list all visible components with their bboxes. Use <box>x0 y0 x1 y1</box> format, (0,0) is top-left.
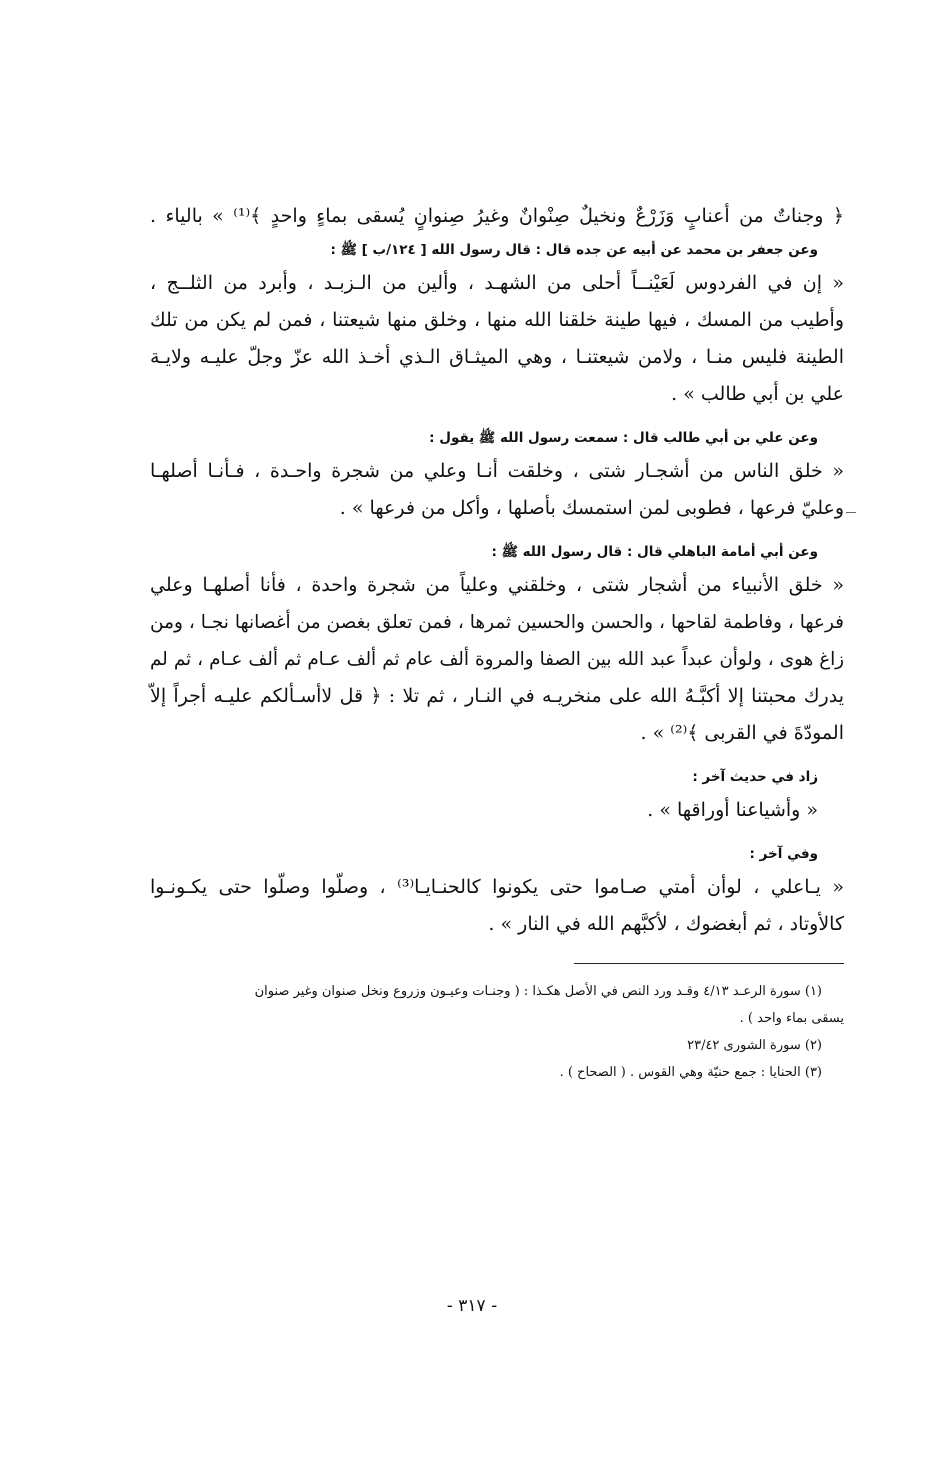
hadith-1-line-2: وأطيب من المسك ، فيها طينة خلقنا الله منها ، وخلق منها شيعتنا ، فمن لم يكن من تلك <box>150 309 844 331</box>
addition-heading-1: زاد في حديث آخر : <box>692 769 818 785</box>
addition-heading-2: وفي آخر : <box>749 846 818 862</box>
addition-line-1: « وأشياعنا أوراقها » . <box>647 799 818 821</box>
hadith-2-line-2: وعليّ فرعها ، فطوبى لمن استمسك بأصلها ، وأكل من فرعها » . <box>339 497 844 519</box>
hadith-chain-2: وعن علي بن أبي طالب قال : سمعت رسول الله ﷺ يقول : <box>429 430 818 446</box>
hadith-1-line-3: الطينة فليس منـا ، ولامن شيعتنـا ، وهي الميثـاق الـذي أخـذ الله عزّ وجلّ عليـه ولايـة <box>150 346 844 368</box>
hadith-2-line-1: « خلق الناس من أشجـار شتى ، وخلقت أنـا وعلي من شجرة واحـدة ، فـأنـا أصلهـا <box>150 460 844 482</box>
page-body <box>150 198 844 1086</box>
footnote-3: (٣) الحنايا : جمع حنيّة وهي القوس . ( الصحاح ) . <box>559 1065 822 1080</box>
hadith-chain-3: وعن أبي أمامة الباهلي قال : قال رسول الله ﷺ : <box>491 544 818 560</box>
hadith-chain-1: وعن جعفر بن محمد عن أبيه عن جده قال : قال رسول الله [ ١٢٤/ب ] ﷺ : <box>330 242 818 258</box>
margin-mark <box>846 512 856 513</box>
hadith-3-line-4: يدرك محبتنا إلا أكبَّـهُ الله على منخريـه في النـار ، ثم تلا : ﴿ قل لاأسـألكم عليـه أجراً إلاّ <box>150 685 844 707</box>
footnote-divider <box>574 963 844 964</box>
hadith-4-line-1: « يـاعلي ، لوأن أمتي صـاموا حتى يكونوا كالحنـايـا⁽³⁾ ، وصلّوا وصلّوا حتى يكـونـوا <box>150 876 845 898</box>
hadith-1-line-1: « إن في الفردوس لَعَيْنــاً أحلى من الشهـد ، وألين من الـزبـد ، وأبرد من الثلــج ، <box>150 272 844 294</box>
footnote-2: (٢) سورة الشورى ٢٣/٤٢ <box>687 1038 822 1053</box>
hadith-3-line-2: فرعها ، وفاطمة لقاحها ، والحسن والحسين ثمرها ، فمن تعلق بغصن من أغصانها نجـا ، ومن <box>150 612 844 633</box>
footnotes <box>150 978 844 1086</box>
footnote-1-continued: يسقى بماء واحد ) . <box>739 1011 844 1026</box>
quran-verse-line: ﴿ وجناتٌ من أعنابٍ وَزَرْعٌ ونخيلٌ صِنْوانٌ وغيرُ صِنوانٍ يُسقى بماءٍ واحدٍ ﴾⁽¹⁾ » بالياء . <box>150 205 844 227</box>
hadith-1-line-4: علي بن أبي طالب » . <box>671 383 844 405</box>
hadith-3-line-3: زاغ هوى ، ولوأن عبداً عبد الله بين الصفا والمروة ألف عام ثم ألف عـام ثم ألف عـام ، ثم لم <box>150 649 844 670</box>
hadith-3-line-1: « خلق الأنبياء من أشجار شتى ، وخلقني وعلياً من شجرة واحدة ، فأنا أصلهـا وعلي <box>150 574 844 596</box>
hadith-3-line-5: المودّةَ في القربى ﴾⁽²⁾ » . <box>640 722 844 744</box>
footnote-1: (١) سورة الرعـد ٤/١٣ وقـد ورد النص في الأصل هكـذا : ( وجنـات وعيـون وزروع ونخل صنوان وغير صنوان <box>254 984 822 999</box>
hadith-4-line-2: كالأوتاد ، ثم أبغضوك ، لأكبَّهم الله في النار » . <box>488 913 844 935</box>
page-number: - ٣١٧ - <box>446 1296 498 1316</box>
